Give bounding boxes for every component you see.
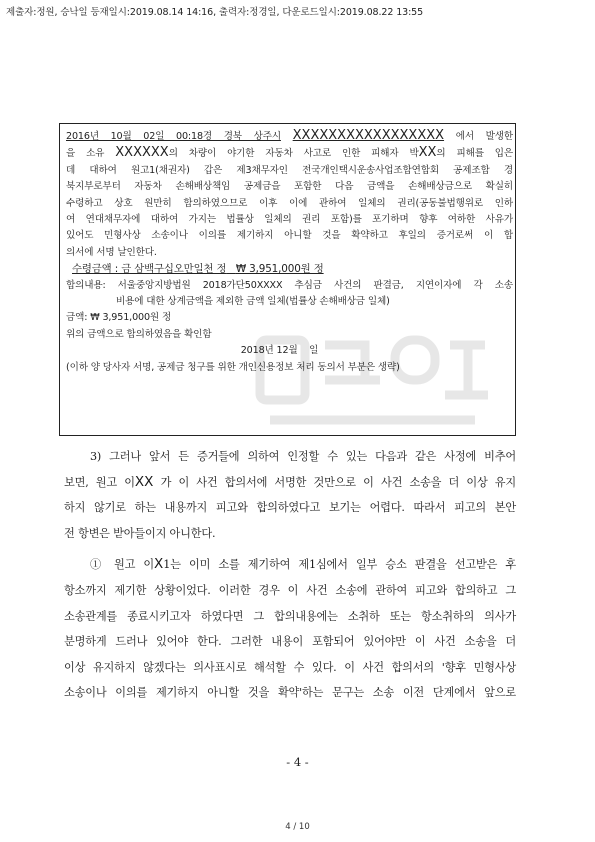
redacted-victim: XX (418, 145, 437, 161)
agreement-content-line-2: 비용에 대한 상계금액을 제외한 금액 일체(법률상 손해배상금 일체) (116, 296, 390, 308)
agreement-line-2 (66, 145, 513, 162)
agreement-line-8: 의서에 서명 날인한다. (66, 246, 157, 258)
para4-line-1-head: ① 원고 이 (90, 558, 155, 572)
page-counter: 4 / 10 (285, 822, 310, 832)
agreement-line-2-head: 을 소유 (66, 148, 105, 160)
agreement-line-6: 여 연대채무자에 대하여 가지는 법률상 일체의 권리 포함)를 포기하며 향후 여하한 사유가 (66, 214, 513, 226)
para3-line-3: 하지 않기로 하는 내용까지 피고와 합의하였다고 보기는 어렵다. 따라서 피고의 본안 (64, 501, 516, 515)
agreement-content-line-1 (66, 278, 513, 294)
para4-line-5: 이상 유지하지 않겠다는 의사표시로 해석할 수 있다. 이 사건 합의서의 '향후 민형사상 (64, 660, 516, 674)
para3-line-2 (64, 470, 516, 496)
agreement-line-1-tail: 에서 발생한 (455, 131, 513, 142)
para3-line-2-tail: 가 이 사건 합의서에 서명한 것만으로 이 사건 소송을 더 이상 유지 (160, 475, 517, 489)
para3-line-2-head: 보면, 원고 이 (64, 475, 135, 489)
agreement-line-5: 수령하고 상호 원만히 합의하였으므로 이후 이에 관하여 일체의 권리(공동불법행위로 인하 (66, 197, 513, 209)
agreement-line-2-mid: 의 차량이 야기한 자동차 사고로 인한 피해자 박 (168, 148, 419, 160)
document-header: 제출자:정원, 승낙일 등재일시:2019.08.14 14:16, 출력자:정경일, 다운로드일시:2019.08.22 13:55 (6, 7, 424, 18)
agreement-date: 2018년 12월 일 (240, 345, 319, 357)
judgment-body (64, 444, 516, 706)
omission-note: (이하 양 당사자 서명, 공제금 청구를 위한 개인신용정보 처리 동의서 부분은 생략) (66, 361, 400, 373)
agreement-text (66, 128, 513, 376)
redacted-plaintiff-initial: X (154, 556, 164, 573)
agreement-excerpt-box (59, 123, 516, 436)
received-amount-label: 수령금액 : 금 삼백구십오만일천 정 (72, 263, 227, 276)
agreement-accident-date: 2016년 10월 02일 00:18경 경북 상주시 (66, 131, 281, 142)
agreement-line-4: 북지부로부터 자동차 손해배상책임 공제금을 포함한 다음 금액을 손해배상금으로 확실히 (66, 181, 513, 193)
redacted-owner: XXXXXX (115, 145, 169, 161)
agreement-line-1 (66, 128, 513, 145)
redacted-address: XXXXXXXXXXXXXXXXX (292, 128, 445, 143)
para3-line-1: 3) 그러나 앞서 든 증거들에 의하여 인정할 수 있는 다음과 같은 사정에 비추어 (90, 450, 516, 463)
para4-line-4: 분명하게 드러나 있어야 한다. 그러한 내용이 포함되어 있어야만 이 사건 소송을 더 (64, 635, 516, 649)
page-number: - 4 - (286, 755, 309, 769)
para4-line-2: 항소까지 제기한 상황이었다. 이러한 경우 이 사건 소송에 관하여 피고와 합의하고 그 (64, 583, 516, 597)
redacted-case-number: XXXX (256, 279, 283, 291)
agreement-confirm: 위의 금액으로 합의하였음을 확인함 (66, 328, 212, 340)
content-line-1-head: 합의내용: 서울중앙지방법원 2018가단50 (66, 279, 257, 291)
para4-line-1 (64, 552, 516, 578)
agreement-line-7: 있어도 민형사상 소송이나 이의를 제기하지 아니할 것을 확약하고 후일의 증거로써 이 합 (66, 230, 513, 242)
received-amount (66, 261, 513, 277)
agreement-amount-repeat: 금액: ₩ 3,951,000원 정 (66, 312, 172, 324)
para3-line-4: 전 항변은 받아들이지 아니한다. (64, 526, 216, 540)
content-line-1-tail: 추심금 사건의 판결금, 지연이자에 각 소송 (282, 279, 513, 291)
redacted-plaintiff-name: XX (134, 473, 154, 490)
para4-line-6: 소송이나 이의를 제기하지 아니할 것을 확약'하는 문구는 소송 이전 단계에서 앞으로 (64, 686, 516, 700)
agreement-line-3: 데 대하여 원고1(채권자) 갑은 제3채무자인 전국개인택시운송사업조합연합회 공제조합 경 (66, 164, 513, 176)
agreement-line-2-tail: 의 피해를 입은 (436, 148, 513, 160)
para4-line-3: 소송관계를 종료시키고자 하였다면 그 합의내용에는 소취하 또는 항소취하의 의사가 (64, 609, 516, 623)
para4-line-1-tail: 1는 이미 소를 제기하여 제1심에서 일부 승소 판결을 선고받은 후 (163, 558, 516, 572)
received-amount-value: ₩ 3,951,000원 정 (235, 263, 324, 276)
